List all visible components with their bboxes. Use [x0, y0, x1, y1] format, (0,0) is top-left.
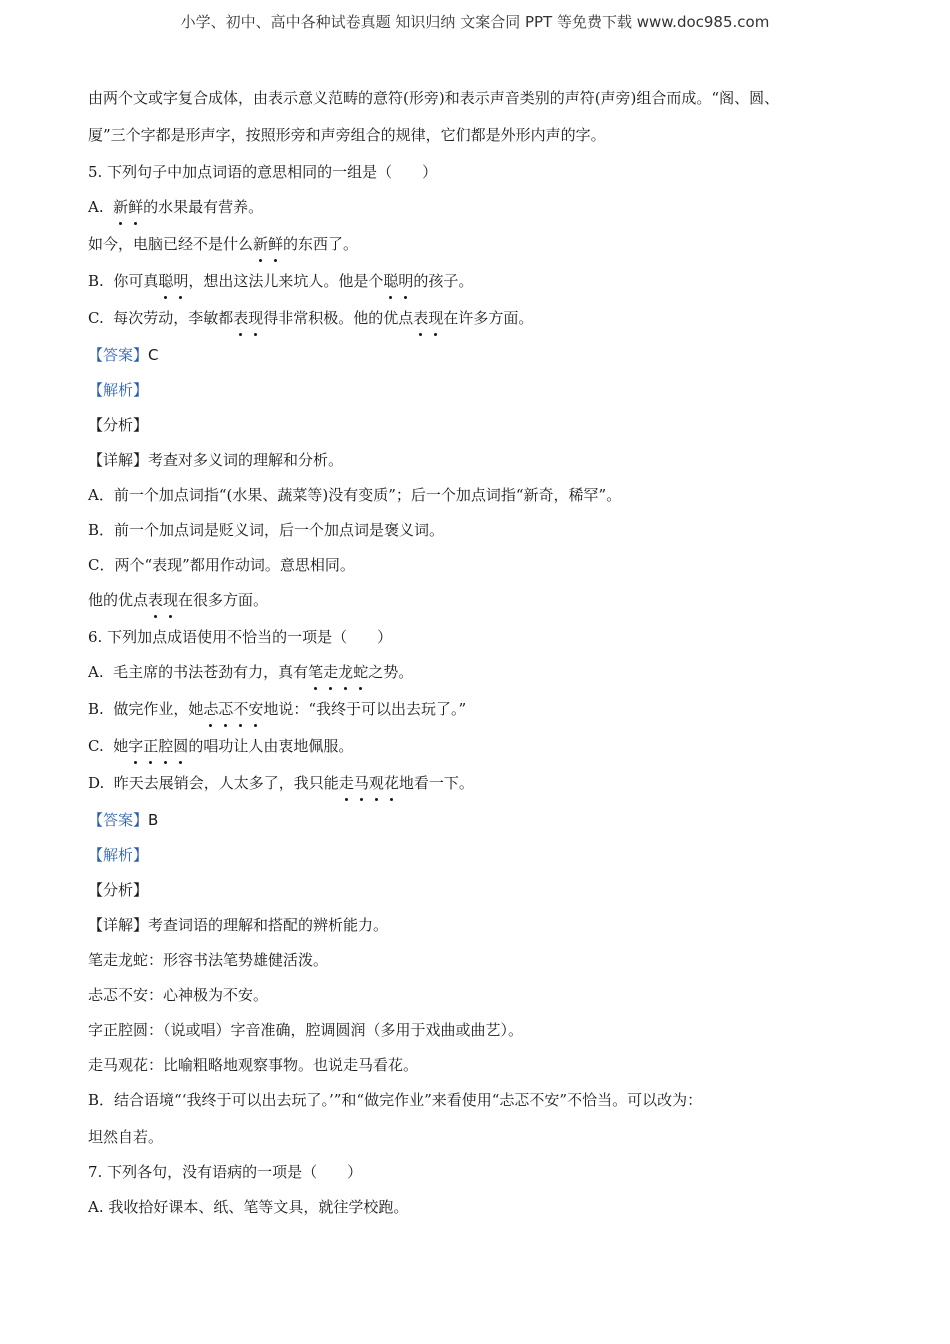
dotted-char: 字	[128, 731, 143, 761]
q5-jiexi-tag: 【解析】	[88, 381, 149, 399]
document-body	[88, 83, 878, 1227]
q6-jiexi-tag: 【解析】	[88, 846, 149, 864]
q5-answer: 【答案】C	[88, 346, 159, 364]
dotted-char: 表	[413, 303, 428, 333]
q5-option-c: C. 每次劳动，李敏都表现得非常积极。他的优点表现在许多方面。	[88, 303, 878, 340]
q6-option-a: A. 毛主席的书法苍劲有力，真有笔走龙蛇之势。	[88, 657, 878, 694]
dotted-char: 走	[323, 657, 338, 687]
q6-explain-5: B．结合语境“‘我终于可以出去玩了。’”和“做完作业”来看使用“忐忑不安”不恰当。可以改为：	[88, 1091, 703, 1109]
q5-fenxi-tag: 【分析】	[88, 416, 149, 434]
q5-explain-1: A．前一个加点词指“(水果、蔬菜等)没有变质”；后一个加点词指“新奇，稀罕”。	[88, 486, 622, 504]
intro-line-1: 由两个文或字复合成体，由表示意义范畴的意符(形旁)和表示声音类别的声符(声旁)组合而成。“阁、圆、	[88, 89, 780, 107]
q5-detail: 【详解】考查对多义词的理解和分析。	[88, 451, 344, 469]
dotted-char: 花	[384, 768, 399, 798]
q5-option-a-2: 如今，电脑已经不是什么新鲜的东西了。	[88, 229, 878, 266]
dotted-char: 鲜	[128, 192, 143, 222]
dotted-char: 不	[233, 694, 248, 724]
dotted-char: 现	[163, 585, 178, 615]
dotted-char: 圆	[173, 731, 188, 761]
dotted-char: 聪	[158, 266, 173, 296]
q5-option-a-1: A. 新鲜的水果最有营养。	[88, 192, 878, 229]
dotted-char: 龙	[338, 657, 353, 687]
q6-explain-6: 坦然自若。	[88, 1128, 164, 1146]
q6-explain-1: 笔走龙蛇：形容书法笔势雄健活泼。	[88, 951, 329, 969]
dotted-char: 笔	[308, 657, 323, 687]
q6-explain-2: 忐忑不安：心神极为不安。	[88, 986, 269, 1004]
q6-option-b: B. 做完作业，她忐忑不安地说：“我终于可以出去玩了。”	[88, 694, 878, 731]
dotted-char: 腔	[158, 731, 173, 761]
q6-answer: 【答案】B	[88, 811, 159, 829]
q5-stem: 5. 下列句子中加点词语的意思相同的一组是（ ）	[88, 163, 438, 181]
dotted-char: 现	[248, 303, 263, 333]
q5-explain-2: B．前一个加点词是贬义词，后一个加点词是褒义词。	[88, 521, 445, 539]
q6-fenxi-tag: 【分析】	[88, 881, 149, 899]
intro-line-2: 厦”三个字都是形声字，按照形旁和声旁组合的规律，它们都是外形内声的字。	[88, 126, 606, 144]
dotted-char: 表	[148, 585, 163, 615]
page-header: 小学、初中、高中各种试卷真题 知识归纳 文案合同 PPT 等免费下载 www.doc985.com	[180, 13, 770, 31]
dotted-char: 安	[248, 694, 263, 724]
dotted-char: 正	[143, 731, 158, 761]
dotted-char: 蛇	[353, 657, 368, 687]
q6-stem: 6. 下列加点成语使用不恰当的一项是（ ）	[88, 628, 393, 646]
dotted-char: 观	[369, 768, 384, 798]
q6-explain-3: 字正腔圆：（说或唱）字音准确，腔调圆润（多用于戏曲或曲艺）。	[88, 1021, 524, 1039]
q5-explain-3: C．两个“表现”都用作动词。意思相同。	[88, 556, 355, 574]
dotted-char: 明	[173, 266, 188, 296]
dotted-char: 鲜	[268, 229, 283, 259]
dotted-char: 明	[398, 266, 413, 296]
q6-detail: 【详解】考查词语的理解和搭配的辨析能力。	[88, 916, 389, 934]
q7-option-a: A. 我收拾好课本、纸、笔等文具，就往学校跑。	[88, 1198, 409, 1216]
q5-option-b: B. 你可真聪明，想出这法儿来坑人。他是个聪明的孩子。	[88, 266, 878, 303]
dotted-char: 表	[233, 303, 248, 333]
dotted-char: 新	[113, 192, 128, 222]
dotted-char: 忑	[218, 694, 233, 724]
q6-option-d: D. 昨天去展销会，人太多了，我只能走马观花地看一下。	[88, 768, 878, 805]
dotted-char: 走	[339, 768, 354, 798]
dotted-char: 新	[253, 229, 268, 259]
q7-stem: 7. 下列各句，没有语病的一项是（ ）	[88, 1163, 363, 1181]
q6-explain-4: 走马观花：比喻粗略地观察事物。也说走马看花。	[88, 1056, 419, 1074]
dotted-char: 忐	[203, 694, 218, 724]
q6-option-c: C. 她字正腔圆的唱功让人由衷地佩服。	[88, 731, 878, 768]
dotted-char: 马	[354, 768, 369, 798]
q5-explain-4: 他的优点表现在很多方面。	[88, 585, 878, 622]
dotted-char: 聪	[383, 266, 398, 296]
dotted-char: 现	[428, 303, 443, 333]
